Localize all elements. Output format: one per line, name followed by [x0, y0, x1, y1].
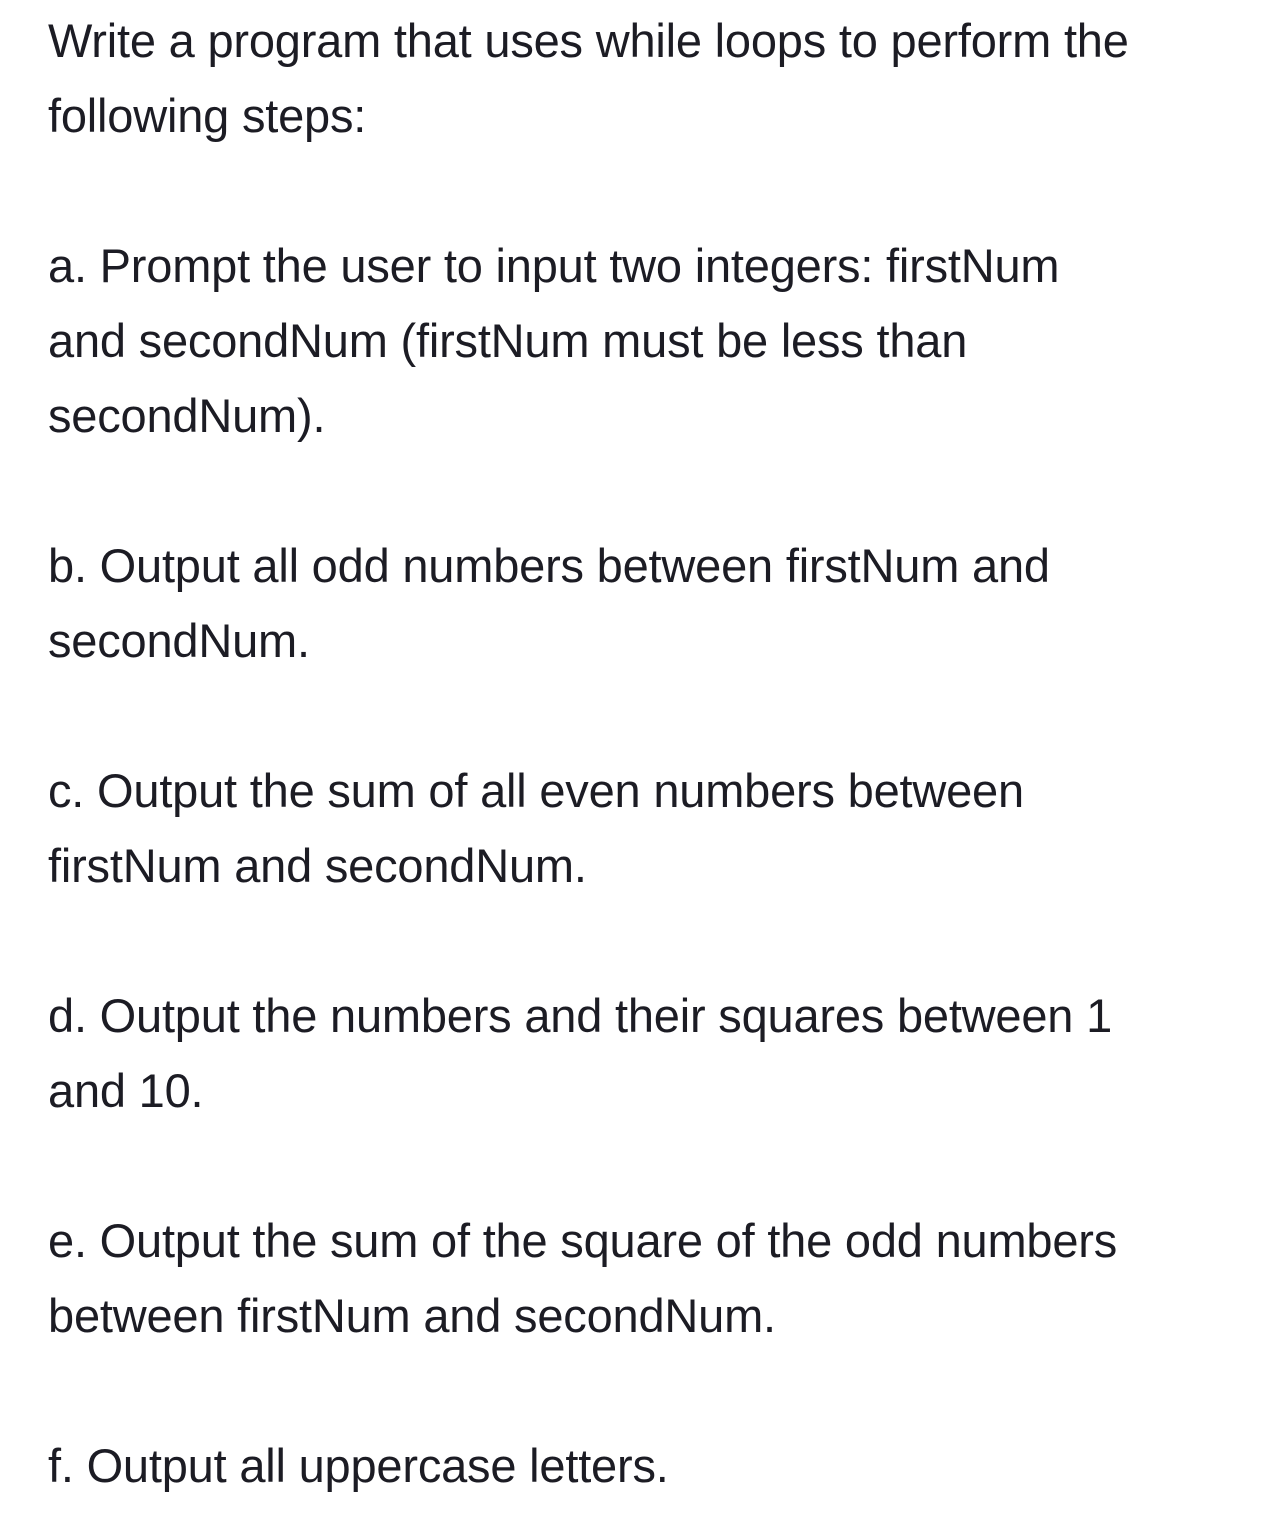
problem-statement [48, 3, 1273, 1503]
step-b: b. Output all odd numbers between firstNum and secondNum. [48, 539, 1050, 667]
step-d: d. Output the numbers and their squares between 1 and 10. [48, 989, 1113, 1117]
step-c: c. Output the sum of all even numbers between firstNum and secondNum. [48, 764, 1024, 892]
step-f: f. Output all uppercase letters. [48, 1439, 669, 1492]
intro-paragraph: Write a program that uses while loops to perform the following steps: [48, 14, 1129, 142]
step-a: a. Prompt the user to input two integers: firstNum and secondNum (firstNum must be less than secondNum). [48, 239, 1060, 442]
step-e: e. Output the sum of the square of the odd numbers between firstNum and secondNum. [48, 1214, 1118, 1342]
